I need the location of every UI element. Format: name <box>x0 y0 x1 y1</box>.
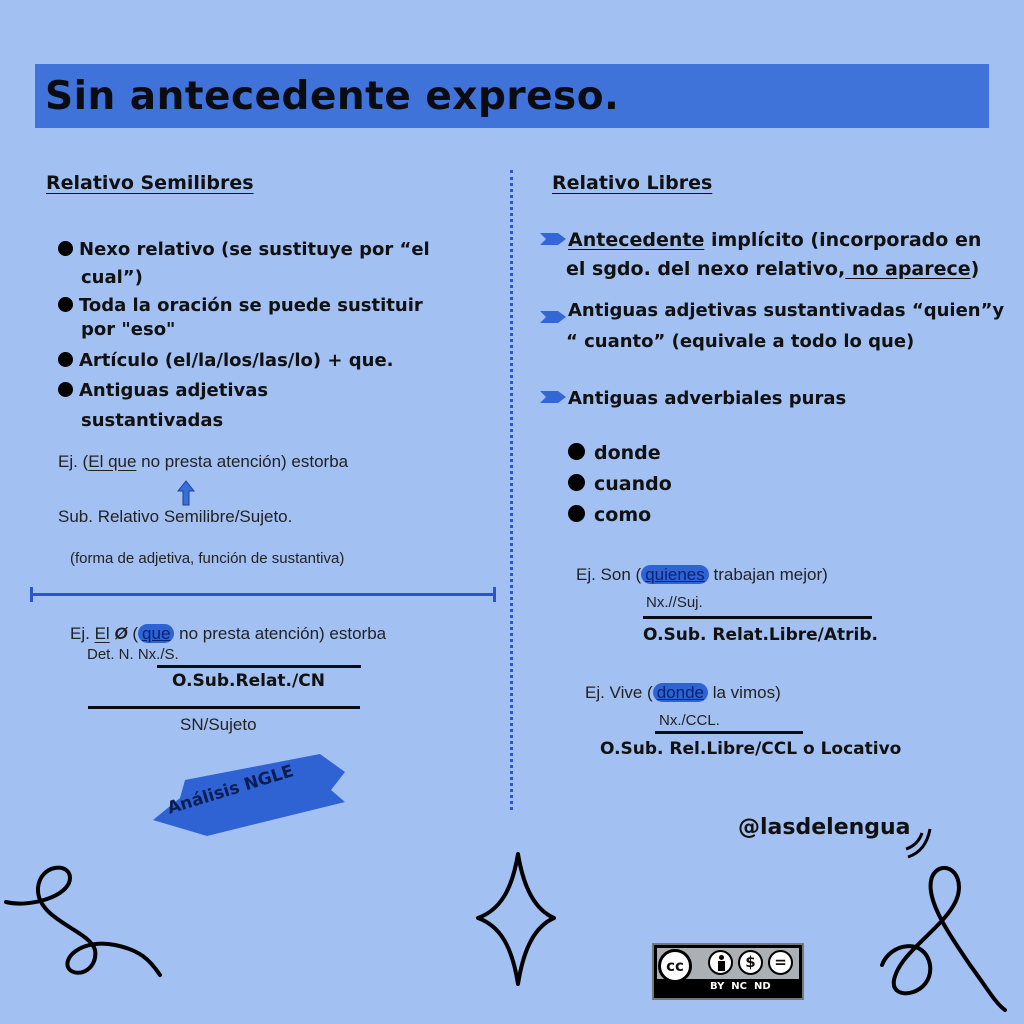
underline-rule <box>157 665 361 668</box>
list-item: donde <box>568 438 672 469</box>
separator-tick <box>493 587 496 602</box>
chevron-arrow-icon <box>540 232 566 246</box>
right-example-2: Ej. Vive ( donde la vimos) <box>585 683 781 702</box>
underline-rule <box>88 706 360 709</box>
right-item-1: Antecedente implícito (incorporado en el sgdo. del nexo relativo, no aparece) <box>540 226 1010 284</box>
left-bullet-cont: por "eso" <box>81 319 176 340</box>
right-example-1-label: O.Sub. Relat.Libre/Atrib. <box>643 625 879 645</box>
right-example-2-tag: Nx./CCL. <box>659 712 720 729</box>
ngle-badge-label: Análisis NGLE <box>164 761 297 819</box>
left-example-1-paren: (forma de adjetiva, función de sustantiva) <box>70 550 345 567</box>
cc-license-badge <box>652 943 804 1000</box>
sparkle-star-icon <box>470 850 560 990</box>
left-section-title: Relativo Semilibres <box>46 172 254 194</box>
right-example-1-tag: Nx.//Suj. <box>646 594 703 611</box>
squiggle-right-icon <box>870 855 1020 1015</box>
left-example-1: Ej. (El que no presta atención) estorba <box>58 452 349 471</box>
page-title: Sin antecedente expreso. <box>45 74 620 119</box>
underline-rule <box>655 731 803 734</box>
bullet-dot-icon <box>58 241 73 256</box>
chevron-arrow-icon <box>540 310 566 324</box>
right-example-2-label: O.Sub. Rel.Libre/CCL o Locativo <box>600 739 902 759</box>
noderivatives-icon: = <box>768 950 793 975</box>
right-example-1: Ej. Son ( quienes trabajan mejor) <box>576 565 828 584</box>
right-section-title: Relativo Libres <box>552 172 713 194</box>
horizontal-separator <box>30 593 496 596</box>
separator-tick <box>30 587 33 602</box>
column-divider <box>510 170 513 810</box>
bullet-dot-icon <box>58 382 73 397</box>
left-bullet: Nexo relativo (se sustituye por “el <box>58 236 458 264</box>
adverb-list <box>568 438 672 531</box>
license-terms: BY NC ND <box>710 981 771 992</box>
chevron-arrow-icon <box>540 390 566 404</box>
left-bullet-cont: cual”) <box>81 267 143 288</box>
right-item-2: Antiguas adjetivas sustantivadas “quien”y “ cuanto” (equivale a todo lo que) <box>540 295 1010 357</box>
bullet-dot-icon <box>58 297 73 312</box>
bullet-dot-icon <box>568 474 585 491</box>
list-item: cuando <box>568 469 672 500</box>
left-bullet-cont: sustantivadas <box>81 410 224 431</box>
list-item: como <box>568 500 672 531</box>
bullet-dot-icon <box>568 505 585 522</box>
left-example-2-tags: Det. N. Nx./S. <box>87 646 179 663</box>
left-example-1-note: Sub. Relativo Semilibre/Sujeto. <box>58 507 293 526</box>
left-bullet: Toda la oración se puede sustituir <box>58 292 458 320</box>
attribution-icon <box>708 950 733 975</box>
left-example-2-label-1: O.Sub.Relat./CN <box>172 671 325 691</box>
bullet-dot-icon <box>568 443 585 460</box>
right-item-3: Antiguas adverbiales puras <box>540 388 846 409</box>
left-bullet: Antiguas adjetivas <box>58 377 458 405</box>
left-example-2-label-2: SN/Sujeto <box>180 715 257 734</box>
squiggle-left-icon <box>0 860 170 990</box>
noncommercial-icon: $ <box>738 950 763 975</box>
left-bullet-list <box>58 236 458 435</box>
author-handle: @lasdelengua <box>738 815 911 840</box>
underline-rule <box>643 616 872 619</box>
left-example-2: Ej. El Ø ( que no presta atención) estorba <box>70 624 387 643</box>
sound-waves-icon <box>900 815 940 860</box>
bullet-dot-icon <box>58 352 73 367</box>
left-bullet: Artículo (el/la/los/las/lo) + que. <box>58 347 458 375</box>
cc-icon: cc <box>658 949 692 983</box>
up-arrow-icon <box>177 480 195 506</box>
